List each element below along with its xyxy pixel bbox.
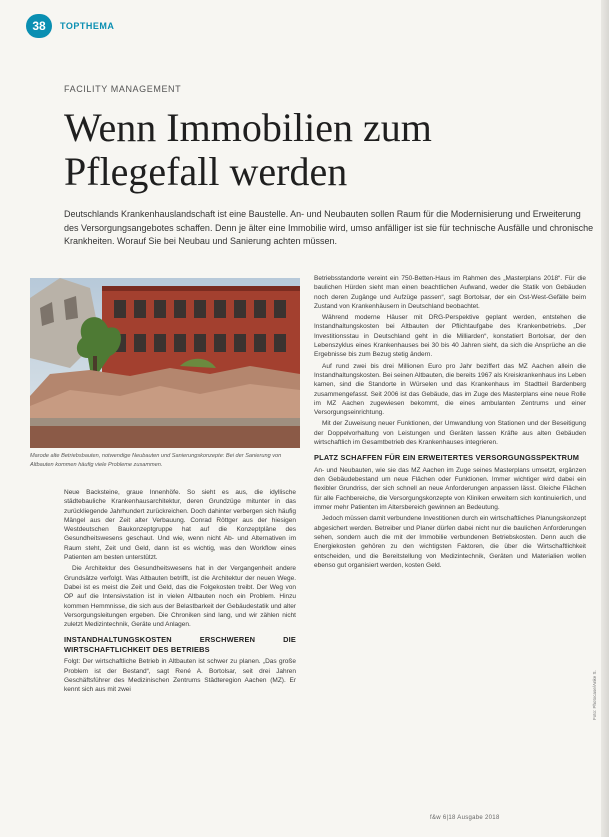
paragraph: Neue Backsteine, graue Innenhöfe. So sieht es aus, die idyllische städtebauliche Krankenhausarchitektur, deren Grundzüge mitunter in das zurückliegende Jahrhundert zurückreichen. Doch dahinter verbergen sich häufig Mängel aus der Zeit alter Verbauung. Conrad Röttger aus der hiesigen Westdeutschen Baukonzeptgruppe hat auf die Konzeptpläne des Gesundheitswesens geschaut. Und wie, wenn nicht Ab- und Alternativen im Raum steht, Zeit und Geld, dann ist es wichtig, was den Workflow eines Patienten am besten unterstützt. (64, 489, 296, 562)
page-number-badge: 38 (26, 14, 52, 38)
paragraph: Betriebsstandorte vereint ein 750-Betten-Haus im Rahmen des „Masterplans 2018“. Für die baulichen Hürden sieht man einen beachtlichen Aufwand, weder die Statik von Gebäuden noch deren Zugänge und Aufzüge passen“, sagt Bortolsar, der ein Ost-West-Gefälle beim Zustand von Krankenhäusern in Deutschland beobachtet. (314, 275, 586, 310)
paragraph: Während moderne Häuser mit DRG-Perspektive geplant werden, entstehen die Instandhaltungskosten bei Altbauten der Pflichtaufgabe des Krankenbetriebs. „Der Investitionsstau in Deutschland geht in die Milliarden“, konstatiert Bortolsar, der den Lebenszyklus eines Krankenhauses bei 30 bis 40 Jahren sieht, da sich die Ansprüche an die Ergebnisse bis zum Bezug stetig ändern. (314, 314, 586, 359)
kicker: FACILITY MANAGEMENT (64, 84, 182, 94)
article-column-left (64, 488, 296, 697)
article-lead: Deutschlands Krankenhauslandschaft ist eine Baustelle. An- und Neubauten sollen Raum für die Modernisierung und Erweiterung des Versorgungsangebotes schaffen. Denn je älter eine Immobilie wird, umso anfälliger ist sie für technische Ausfälle und chronische Krankheiten. Worauf Sie bei Neubau und Sanierung achten müssen. (64, 209, 594, 246)
demolition-photo-illustration (30, 278, 300, 448)
section-label: TOPTHEMA (60, 21, 115, 31)
article-column-right (314, 274, 586, 572)
paragraph: Mit der Zuweisung neuer Funktionen, der Umwandlung von Stationen und der Beseitigung der Doppelvorhaltung von Leistungen und Geräten lassen Kräfte aus alten Gebäuden wirtschaftlich im Gesamtbetrieb des Krankenhauses integrieren. (314, 420, 586, 447)
paragraph: Auf rund zwei bis drei Millionen Euro pro Jahr beziffert das MZ Aachen allein die Instandhaltungskosten. Bei seinen Altbauten, die bereits 1967 als Kreiskrankenhaus ins Leben kamen, sind die Standorte in Würselen und das Krankenhaus im Stadtteil Bardenberg zusammengefasst. Seit 2006 ist das Gebäude, das im Zuge des Masterplans eine neue Rolle im MZ Aachen zugewiesen bekommt, die eines ambulanten Zentrums und einer Versorgungseinrichtung. (314, 362, 586, 417)
subheading: PLATZ SCHAFFEN FÜR EIN ERWEITERTES VERSORGUNGSSPEKTRUM (314, 453, 580, 463)
article-title: Wenn Immobilien zum Pflegefall werden (64, 105, 432, 194)
page-footer: f&w 6|18 Ausgabe 2018 (430, 815, 500, 821)
photo-credit: Foto: Photocase/Anke S. (592, 670, 597, 720)
page-header (26, 14, 114, 38)
subheading: INSTANDHALTUNGSKOSTEN ERSCHWEREN DIE WIRTSCHAFTLICHKEIT DES BETRIEBS (64, 635, 296, 654)
paragraph: Jedoch müssen damit verbundene Investitionen durch ein wirtschaftliches Planungskonzept abgesichert werden. Betreiber und Planer dürfen dabei nicht nur die baulichen Anforderungen sehen, sondern auch die mit der Immobilie verbundenen Betriebskosten. Denn auch die Energiekosten gehören zu den wichtigsten Faktoren, die über die Wirtschaftlichkeit entscheiden, und die Bereitstellung von Medizintechnik, Geräten und Materialien wollen ebenso gut organisiert werden, kosten Geld. (314, 515, 586, 569)
page-edge (601, 0, 609, 837)
paragraph: An- und Neubauten, wie sie das MZ Aachen im Zuge seines Masterplans umsetzt, ergänzen den Gebäudebestand um neue Flächen oder Funktionen. Immer wichtiger wird dabei ein flexibler Grundriss, der sich schnell an neue Anforderungen anpassen lässt. Gleiche Flächen für alle Fachbereiche, die Versorgungskonzepte von Kliniken erweitern sich kontinuierlich, und immer mehr Patienten im Altersbereich gewinnen an Bedeutung. (314, 466, 586, 512)
article-photo (30, 278, 300, 448)
paragraph: Folgt: Der wirtschaftliche Betrieb in Altbauten ist schwer zu planen. „Das große Problem ist der Bestand“, sagt René A. Bortolsar, seit drei Jahren Geschäftsführer des Medizinischen Zentrums Städteregion Aachen (MZ). Er kennt sich aus mit zwei (64, 658, 296, 694)
photo-caption: Marode alte Betriebsbauten, notwendige Neubauten und Sanierungskonzepte: Bei der Sanierung von Altbauten kommen häufig viele Probleme zusammen. (30, 453, 282, 468)
paragraph: Die Architektur des Gesundheitswesens hat in der Vergangenheit andere Grundsätze verfolgt. Was Altbauten betrifft, ist die Architektur der neuen Wege. Dabei ist es meist die Zeit und Geld, das die Folgekosten treibt. Der Weg von OP auf die Intensivstation ist in vielen Altbauten noch ein Problem. Hinzu kommen Hemmnisse, die sich aus der Belastbarkeit der Gebäudestatik und alter Versorgungsleitungen ergeben. Die Chroniken sind lang, und wir zählen nicht zuletzt Medizintechnik, Geräte und Anlagen. (64, 565, 296, 629)
